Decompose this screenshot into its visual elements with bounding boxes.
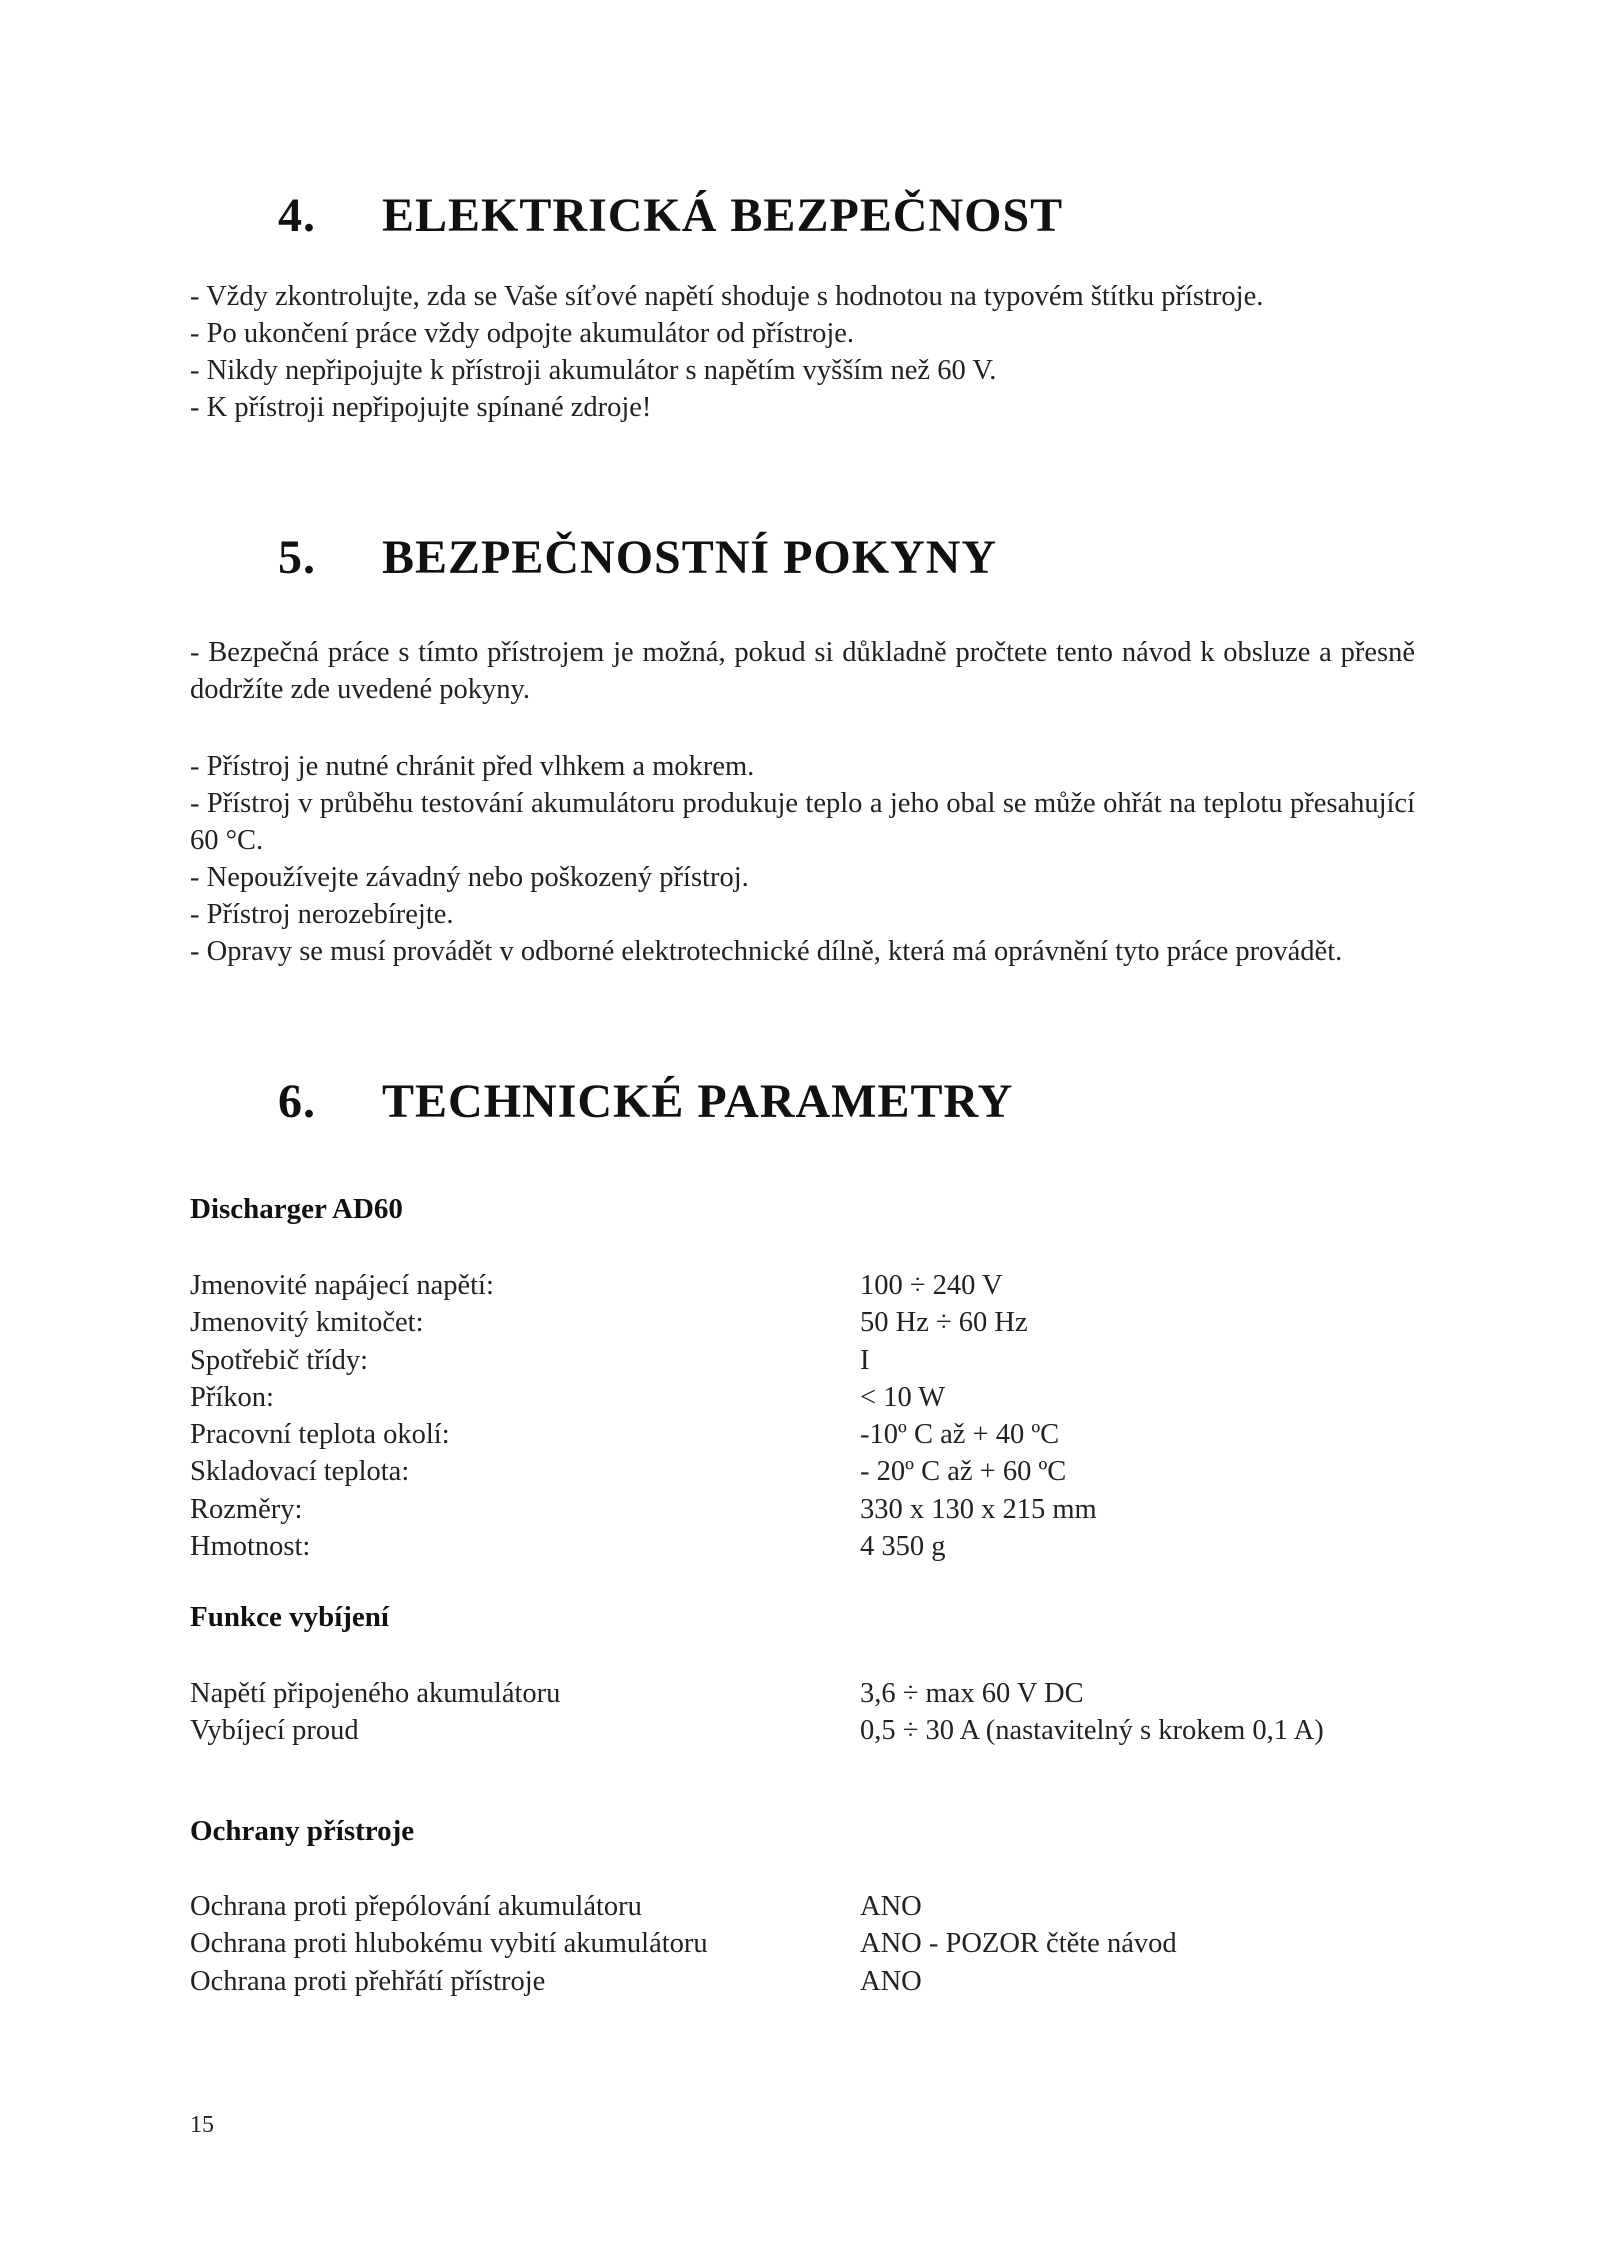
section-4-number: 4. <box>278 189 316 242</box>
spec-value: < 10 W <box>860 1381 946 1413</box>
paragraph: - Nikdy nepřipojujte k přístroji akumulátor s napětím vyšším než 60 V. <box>190 355 997 386</box>
spec-value: -10º C až + 40 ºC <box>860 1419 1060 1451</box>
paragraph: - Nepoužívejte závadný nebo poškozený přístroj. <box>190 862 749 893</box>
discharge-heading: Funkce vybíjení <box>190 1601 389 1633</box>
section-6-heading <box>278 1074 1013 1129</box>
section-4-heading <box>278 188 1063 243</box>
spec-label: Ochrana proti přepólování akumulátoru <box>190 1891 642 1922</box>
section-6-title: TECHNICKÉ PARAMETRY <box>382 1075 1014 1128</box>
paragraph: - Bezpečná práce s tímto přístrojem je možná, pokud si důkladně pročtete tento návod k obsluze a přesně dodržíte zde uvedené pokyny. <box>190 637 1415 705</box>
paragraph: - Přístroj je nutné chránit před vlhkem a mokrem. <box>190 751 755 782</box>
spec-label: Napětí připojeného akumulátoru <box>190 1678 561 1709</box>
spec-label: Pracovní teplota okolí: <box>190 1419 450 1451</box>
spec-label: Jmenovité napájecí napětí: <box>190 1270 494 1301</box>
spec-value: 330 x 130 x 215 mm <box>860 1493 1097 1525</box>
spec-value: ANO <box>860 1965 922 1997</box>
spec-value: 100 ÷ 240 V <box>860 1270 1003 1301</box>
section-5-title: BEZPEČNOSTNÍ POKYNY <box>382 531 998 584</box>
spec-value: ANO - POZOR čtěte návod <box>860 1928 1177 1960</box>
spec-label: Rozměry: <box>190 1493 303 1525</box>
spec-value: 4 350 g <box>860 1531 946 1563</box>
spec-label: Spotřebič třídy: <box>190 1344 369 1376</box>
paragraph: - K přístroji nepřipojujte spínané zdroje! <box>190 392 652 423</box>
spec-value: ANO <box>860 1891 922 1922</box>
spec-value: 3,6 ÷ max 60 V DC <box>860 1678 1084 1709</box>
section-4-body <box>190 278 1415 426</box>
spec-label: Příkon: <box>190 1381 274 1413</box>
spec-label: Skladovací teplota: <box>190 1456 410 1488</box>
spec-label: Jmenovitý kmitočet: <box>190 1307 424 1339</box>
paragraph: - Přístroj nerozebírejte. <box>190 899 454 930</box>
spec-value: 50 Hz ÷ 60 Hz <box>860 1307 1028 1339</box>
section-4-title: ELEKTRICKÁ BEZPEČNOST <box>382 189 1064 242</box>
spec-label: Hmotnost: <box>190 1531 311 1563</box>
page-number: 15 <box>190 2112 214 2138</box>
spec-value: I <box>860 1344 870 1376</box>
paragraph: - Po ukončení práce vždy odpojte akumulátor od přístroje. <box>190 318 855 349</box>
spec-label: Ochrana proti hlubokému vybití akumulátoru <box>190 1928 708 1960</box>
paragraph: - Opravy se musí provádět v odborné elektrotechnické dílně, která má oprávnění tyto práce provádět. <box>190 936 1343 967</box>
section-5-heading <box>278 530 997 585</box>
spec-value: 0,5 ÷ 30 A (nastavitelný s krokem 0,1 A) <box>860 1715 1324 1747</box>
section-5-body <box>190 748 1415 970</box>
section-6-number: 6. <box>278 1075 316 1128</box>
spec-label: Vybíjecí proud <box>190 1715 359 1747</box>
paragraph: - Přístroj v průběhu testování akumulátoru produkuje teplo a jeho obal se může ohřát na teplotu přesahující 60 °C. <box>190 788 1415 856</box>
spec-label: Ochrana proti přehřátí přístroje <box>190 1965 546 1997</box>
section-5-intro <box>190 634 1415 708</box>
protection-heading: Ochrany přístroje <box>190 1815 415 1847</box>
model-name: Discharger AD60 <box>190 1193 403 1225</box>
paragraph: - Vždy zkontrolujte, zda se Vaše síťové napětí shoduje s hodnotou na typovém štítku přístroje. <box>190 281 1264 312</box>
section-5-number: 5. <box>278 531 316 584</box>
spec-value: - 20º C až + 60 ºC <box>860 1456 1067 1488</box>
